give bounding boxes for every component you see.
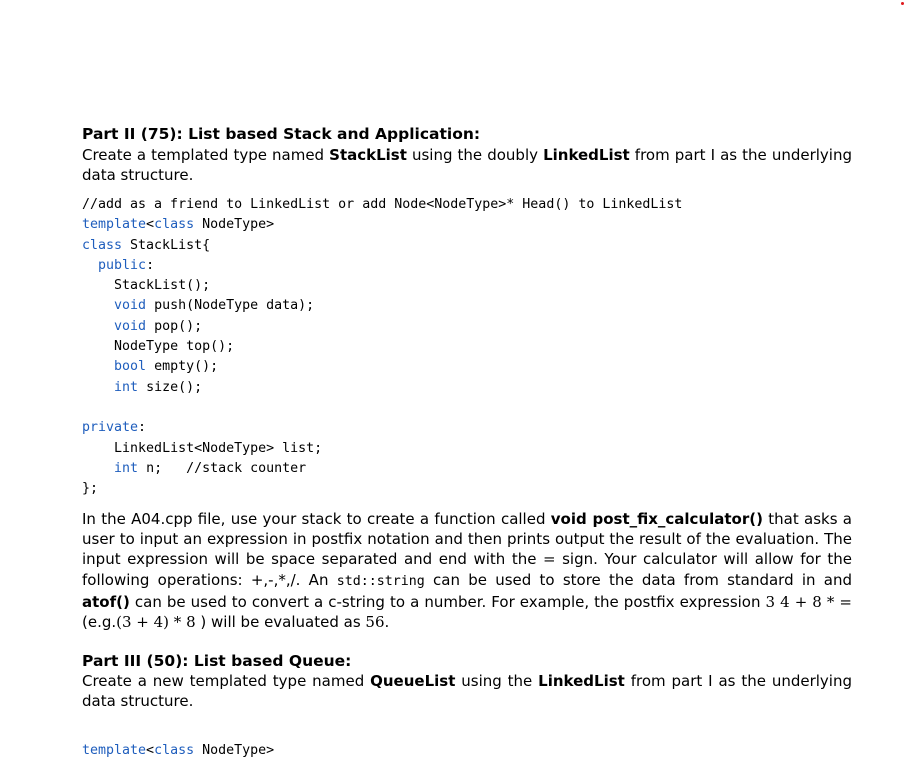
queuelist-code: template<class NodeType> <box>82 743 275 758</box>
corner-dot <box>901 2 904 5</box>
part3-intro: Create a new templated type named QueueList using the LinkedList from part I as the underlying data structure. <box>82 672 853 711</box>
stacklist-code: //add as a friend to LinkedList or add Node<NodeType>* Head() to LinkedList template<class NodeType> class StackList{ public: StackList(); void push(NodeType data); void pop(); NodeType top(); bool empty(); int size(); private: LinkedList<NodeType> list; int n; //stack counter }; <box>82 197 683 497</box>
part2-heading: Part II (75): List based Stack and Application: <box>82 125 481 143</box>
code-comment: //add as a friend to LinkedList or add Node<NodeType>* Head() to LinkedList <box>82 197 683 212</box>
postfix-paragraph: In the A04.cpp file, use your stack to create a function called void post_fix_calculator() that asks a user to input an expression in postfix notation and then prints output the result of the evaluation. The input expression will be space separated and end with the = sign. Your calculator will allow for the following operations: +,-,*,/. An std::string can be used to store the data from standard in and atof() can be used to convert a c-string to a number. For example, the postfix expression 3 4 + 8 * = (e.g.(3 + 4) * 8 ) will be evaluated as 56. <box>82 510 853 632</box>
part3-heading: Part III (50): List based Queue: <box>82 652 352 670</box>
part2-intro: Create a templated type named StackList using the doubly LinkedList from part I as the underlying data structure. <box>82 146 852 185</box>
